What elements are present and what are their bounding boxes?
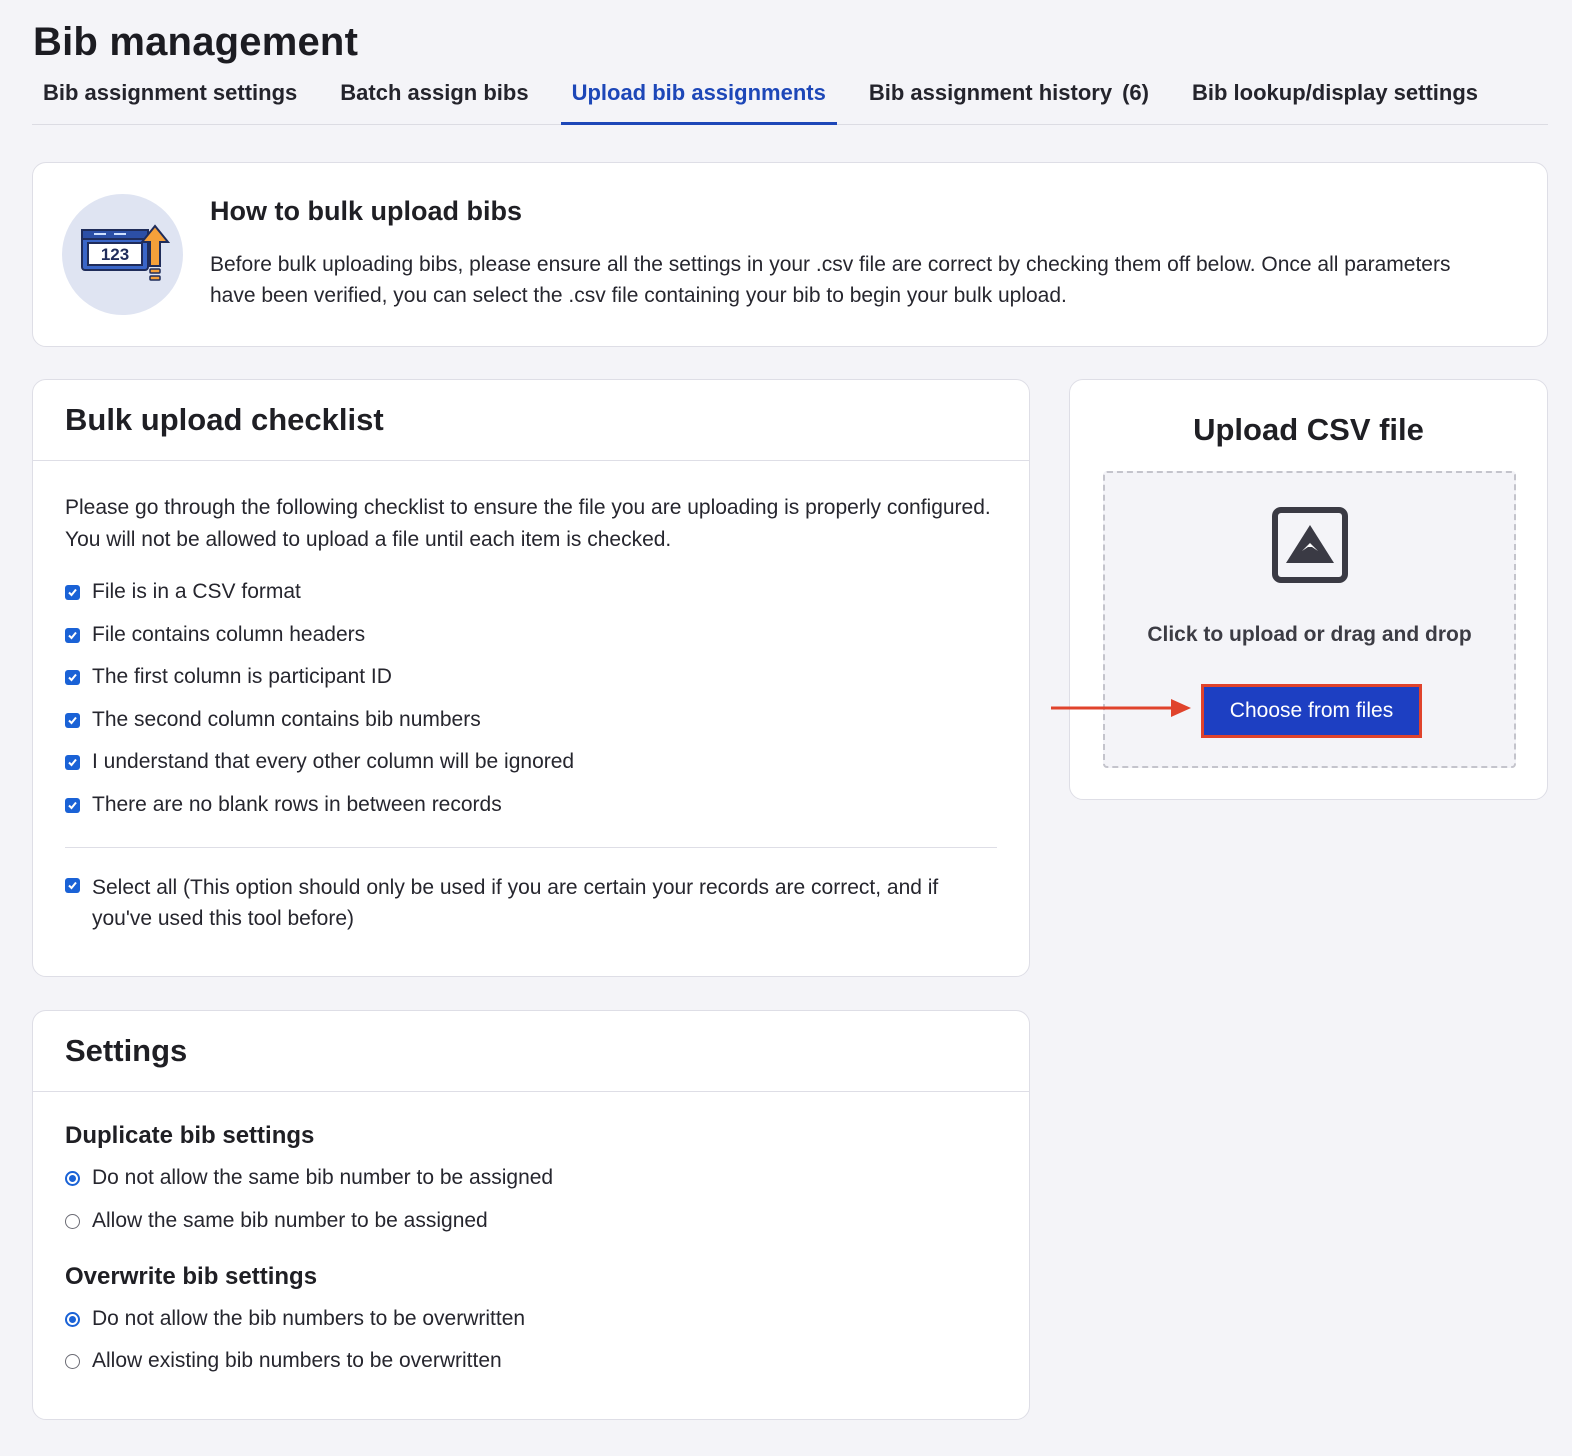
- checklist-item-csv-format[interactable]: [65, 580, 1005, 623]
- check-icon: [67, 672, 78, 683]
- radio-button-selected[interactable]: [65, 1171, 80, 1186]
- tab-label: Batch assign bibs: [340, 80, 529, 105]
- radio-button[interactable]: [65, 1214, 80, 1229]
- how-to-description: Before bulk uploading bibs, please ensure all the settings in your .csv file are correct by checking them off below. Once all parameters have been verified, you can select the .csv file containing your bib to begin your bulk upload.: [210, 253, 1451, 307]
- check-icon: [67, 630, 78, 641]
- image-upload-icon: [1272, 507, 1348, 583]
- radio-allow-duplicate[interactable]: [65, 1209, 488, 1233]
- checklist-intro: Please go through the following checklist to ensure the file you are uploading is properly configured. You will not be allowed to upload a file until each item is checked.: [65, 496, 991, 551]
- bib-icon-number: 123: [100, 245, 130, 264]
- check-icon: [67, 715, 78, 726]
- checkbox-checked[interactable]: [65, 628, 80, 643]
- checklist-item-label: The first column is participant ID: [92, 665, 392, 689]
- annotation-arrow-icon: [1051, 697, 1193, 719]
- settings-title: Settings: [33, 1011, 1029, 1092]
- checkbox-checked[interactable]: [65, 670, 80, 685]
- select-all-checkbox-row[interactable]: [65, 872, 1000, 934]
- check-icon: [67, 800, 78, 811]
- how-to-title: How to bulk upload bibs: [210, 196, 522, 226]
- radio-disallow-overwrite[interactable]: [65, 1307, 525, 1331]
- upload-title: Upload CSV file: [1193, 412, 1424, 447]
- page-title: Bib management: [33, 20, 359, 64]
- tab-label: Bib assignment settings: [43, 80, 298, 105]
- checklist-item-label: File contains column headers: [92, 622, 366, 646]
- tab-label: Upload bib assignments: [571, 80, 826, 105]
- checkbox-checked[interactable]: [65, 755, 80, 770]
- checklist-title: Bulk upload checklist: [33, 380, 1029, 461]
- tab-count-badge: (6): [1122, 80, 1149, 105]
- overwrite-bib-settings-heading: Overwrite bib settings: [65, 1263, 318, 1290]
- checklist-item-label: File is in a CSV format: [92, 580, 301, 603]
- radio-allow-overwrite[interactable]: [65, 1349, 502, 1373]
- checklist-item-ignored-columns[interactable]: [65, 750, 1005, 793]
- check-icon: [67, 757, 78, 768]
- tab-bib-assignment-history[interactable]: [858, 74, 1160, 124]
- radio-disallow-duplicate[interactable]: [65, 1166, 553, 1190]
- tab-bar: [32, 74, 1548, 125]
- radio-label: Allow existing bib numbers to be overwritten: [92, 1349, 502, 1372]
- check-icon: [67, 880, 78, 891]
- bib-upload-icon: [62, 194, 183, 315]
- radio-button[interactable]: [65, 1354, 80, 1369]
- check-icon: [67, 587, 78, 598]
- tab-label: Bib assignment history: [868, 80, 1113, 105]
- tab-upload-bib-assignments[interactable]: [561, 74, 837, 124]
- tab-bib-assignment-settings[interactable]: [32, 74, 308, 124]
- checkbox-checked[interactable]: [65, 878, 80, 893]
- checklist-item-column-headers[interactable]: [65, 623, 1005, 666]
- radio-label: Do not allow the bib numbers to be overwritten: [92, 1307, 526, 1330]
- how-to-card: [32, 162, 1548, 347]
- upload-csv-card: [1069, 379, 1548, 800]
- checklist-item-label: The second column contains bib numbers: [92, 707, 481, 731]
- tab-label: Bib lookup/display settings: [1192, 80, 1479, 105]
- checkbox-checked[interactable]: [65, 798, 80, 813]
- tab-bib-lookup-display-settings[interactable]: [1181, 74, 1489, 124]
- tab-batch-assign-bibs[interactable]: [329, 74, 539, 124]
- checkbox-checked[interactable]: [65, 713, 80, 728]
- radio-button-selected[interactable]: [65, 1312, 80, 1327]
- dropzone-instructions: Click to upload or drag and drop: [1147, 623, 1472, 646]
- radio-label: Do not allow the same bib number to be assigned: [92, 1166, 554, 1189]
- checklist-item-label: There are no blank rows in between records: [92, 792, 502, 816]
- choose-from-files-button[interactable]: Choose from files: [1201, 684, 1422, 738]
- bulk-upload-checklist-card: [32, 379, 1030, 977]
- checklist-item-bib-numbers[interactable]: [65, 708, 1005, 751]
- checkbox-checked[interactable]: [65, 585, 80, 600]
- checklist-items: [65, 580, 1005, 836]
- duplicate-bib-settings-heading: Duplicate bib settings: [65, 1122, 315, 1149]
- file-dropzone[interactable]: [1103, 471, 1516, 768]
- checklist-divider: [65, 847, 997, 848]
- checklist-item-participant-id[interactable]: [65, 665, 1005, 708]
- radio-label: Allow the same bib number to be assigned: [92, 1209, 488, 1232]
- select-all-label: Select all (This option should only be used if you are certain your records are correct, and if you've used this tool before): [92, 876, 939, 930]
- checklist-item-no-blank-rows[interactable]: [65, 793, 1005, 836]
- settings-card: [32, 1010, 1030, 1420]
- checklist-item-label: I understand that every other column will be ignored: [92, 750, 575, 774]
